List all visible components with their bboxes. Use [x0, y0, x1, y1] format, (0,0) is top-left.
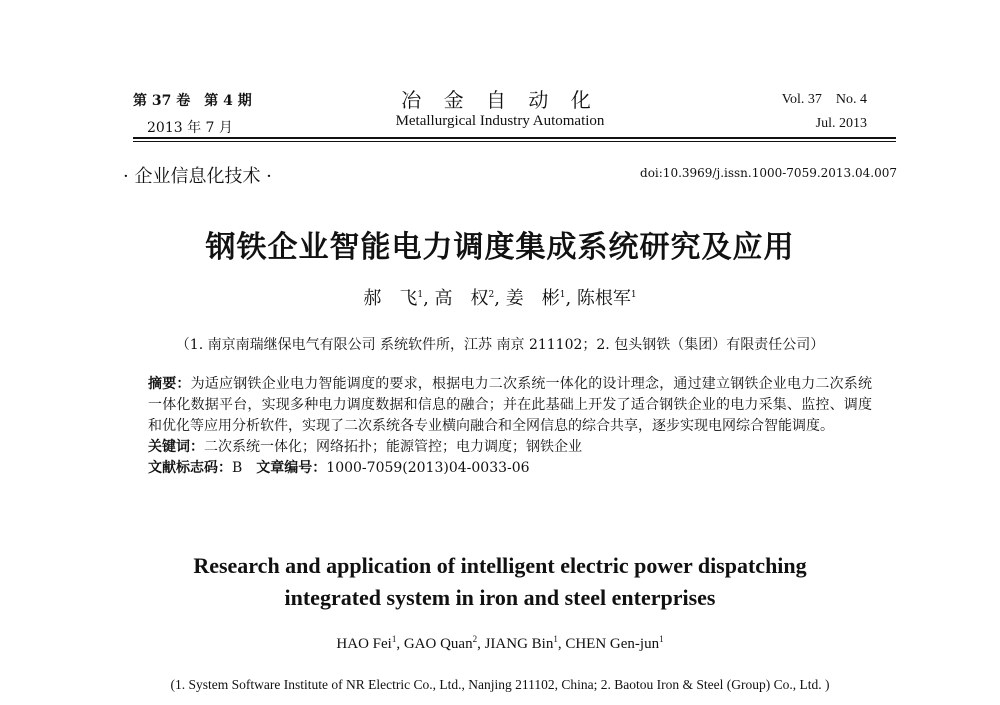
- keywords-text: 二次系统一体化；网络拓扑；能源管控；电力调度；钢铁企业: [204, 439, 582, 455]
- article-no: 1000-7059(2013)04-0033-06: [326, 460, 530, 476]
- authors-cn: 郝 飞$^1$, 高 权$^2$, 姜 彬$^1$, 陈根军$^1$: [363, 288, 637, 309]
- doc-codes: [148, 458, 872, 479]
- date-en: Jul. 2013: [815, 116, 867, 131]
- authors-en: HAO Fei$^1$, GAO Quan$^2$, JIANG Bin$^1$, CHEN Gen-jun$^1$: [336, 634, 664, 652]
- author-cn-2: 高 权$^2$: [434, 288, 495, 309]
- author-cn-1: 郝 飞$^1$: [363, 288, 424, 309]
- keywords: [148, 437, 872, 458]
- affiliation-en: (1. System Software Institute of NR Electric Co., Ltd., Nanjing 211102, China; 2. Baotou Iron & Steel (Group) Co., Ltd. ): [170, 677, 830, 692]
- author-en-4: CHEN Gen-jun$^1$: [565, 634, 664, 652]
- author-en-1: HAO Fei$^1$: [336, 634, 397, 652]
- author-en-2: GAO Quan$^2$: [403, 634, 478, 652]
- title-en-line2: integrated system in iron and steel enterprises: [284, 585, 716, 610]
- affiliation-cn: （1. 南京南瑞继保电气有限公司 系统软件所，江苏 南京 211102；2. 包头钢铁（集团）有限责任公司）: [175, 337, 825, 353]
- header-rule-thick: [133, 137, 896, 139]
- title-en: [0, 550, 1000, 614]
- volume-issue-en: Vol. 37 No. 4: [781, 92, 867, 107]
- doi: doi:10.3969/j.issn.1000-7059.2013.04.007: [640, 166, 897, 180]
- article-no-label: 文章编号：: [256, 460, 327, 476]
- title-en-line1: Research and application of intelligent electric power dispatching: [193, 553, 807, 578]
- abstract-block: [148, 374, 872, 479]
- abstract-label: 摘要：: [148, 376, 191, 392]
- author-cn-4: 陈根军$^1$: [576, 288, 637, 309]
- author-en-3: JIANG Bin$^1$: [484, 634, 558, 652]
- journal-name-en: Metallurgical Industry Automation: [395, 113, 605, 129]
- journal-name-cn: 冶 金 自 动 化: [401, 88, 599, 112]
- author-cn-3: 姜 彬$^1$: [505, 288, 566, 309]
- keywords-label: 关键词：: [148, 439, 204, 455]
- abstract-text: 为适应钢铁企业电力智能调度的要求，根据电力二次系统一体化的设计理念，通过建立钢铁企业电力二次系统一体化数据平台，实现多种电力调度数据和信息的融合；并在此基础上开发了适合钢铁企业的电力采集、监控、调度和优化等应用分析软件，实现了二次系统各专业横向融合和全网信息的综合共享，逐步实现电网综合智能调度。: [148, 376, 873, 434]
- date-cn: 2013 年 7 月: [147, 120, 233, 136]
- volume-issue-cn: 第 37 卷 第 4 期: [133, 93, 252, 109]
- title-cn: 钢铁企业智能电力调度集成系统研究及应用: [205, 230, 795, 265]
- doc-code-label: 文献标志码：: [148, 460, 232, 476]
- header-rule-thin: [133, 141, 896, 142]
- doc-code: B: [232, 460, 243, 476]
- abstract: [148, 374, 872, 437]
- column-tag: · 企业信息化技术 ·: [123, 166, 272, 187]
